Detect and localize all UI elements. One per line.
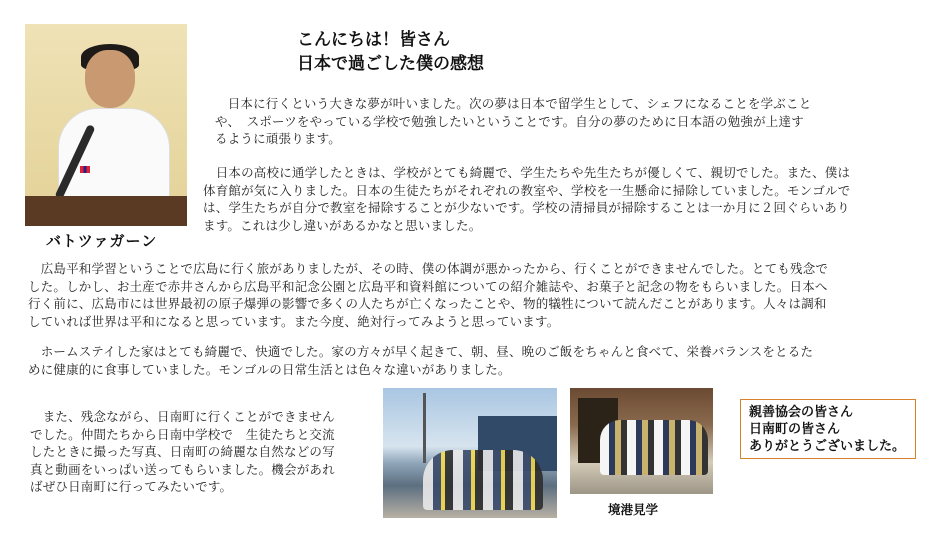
text-line: は、学生たちが自分で教室を掃除することが少ないです。学校の清掃員が掃除することは一か月に２回ぐらいあり [203,200,850,215]
thanks-box [740,399,916,459]
author-portrait-photo [25,24,187,226]
title-line-1: こんにちは！皆さん [297,30,450,50]
text-line: 真と動画をいっぱい送ってもらいました。機会があれ [30,461,335,477]
thanks-line-1: 親善協会の皆さん [749,405,854,420]
group-photo-sakaiminato [570,388,713,494]
paragraph-dream [215,95,811,148]
paragraph-hiroshima [28,260,828,330]
thanks-line-2: 日南町の皆さん [749,422,841,437]
text-line: でした。仲間たちから日南中学校で 生徒たちと交流 [30,426,335,442]
text-line: ばぜひ日南町に行ってみたいです。 [30,479,233,494]
text-line: るように頑張ります。 [215,131,342,146]
group-photo-harbor [383,388,557,518]
paragraph-nichinan [30,408,335,496]
text-line: したときに撮った写真、日南町の綺麗な自然などの写 [30,444,335,459]
thanks-line-3: ありがとうございました。 [749,439,906,454]
text-line: ホームステイした家はとても綺麗で、快適でした。家の方々が早く起きて、朝、昼、晩のご飯をちゃんと食べて、栄養バランスをとるた [28,344,814,359]
paragraph-homestay [28,343,813,378]
text-line: めに健康的に食事していました。モンゴルの日常生活とは色々な違いがありました。 [28,361,511,377]
text-line: 日本に行くという大きな夢が叶いました。次の夢は日本で留学生として、シェフになることを学ぶこと [215,96,812,111]
author-name: バトツァガーン [46,232,158,250]
text-line: 行く前に、広島市には世界最初の原子爆弾の影響で多くの人たちが亡くなったことや、物的犠牲について読んだことがあります。人々は調和 [28,296,827,311]
text-line: していれば世界は平和になると思っています。また今度、絶対行ってみようと思っています。 [28,313,560,329]
text-line: 日本の高校に通学したときは、学校がとても綺麗で、学生たちや先生たちが優しくて、親切でした。また、僕は [203,165,851,180]
text-line: した。しかし、お土産で赤井さんから広島平和記念公園と広島平和資料館についての紹介雑誌や、お菓子と記念の物をもらいました。日本へ [28,278,828,294]
text-line: や、 スポーツをやっている学校で勉強したいということです。自分の夢のために日本語の勉強が上達す [215,113,804,129]
text-line: また、残念ながら、日南町に行くことができません [30,409,335,424]
text-line: ます。これは少し違いがあるかなと思いました。 [203,217,482,233]
photo-caption: 境港見学 [608,502,659,517]
text-line: 体育館が気に入りました。日本の生徒たちがそれぞれの教室や、学校を一生懸命に掃除していました。モンゴルで [203,182,851,198]
title-line-2: 日本で過ごした僕の感想 [297,54,484,74]
paragraph-school [203,164,850,234]
text-line: 広島平和学習ということで広島に行く旅がありましたが、その時、僕の体調が悪かったから、行くことができませんでした。とても残念で [28,261,829,276]
